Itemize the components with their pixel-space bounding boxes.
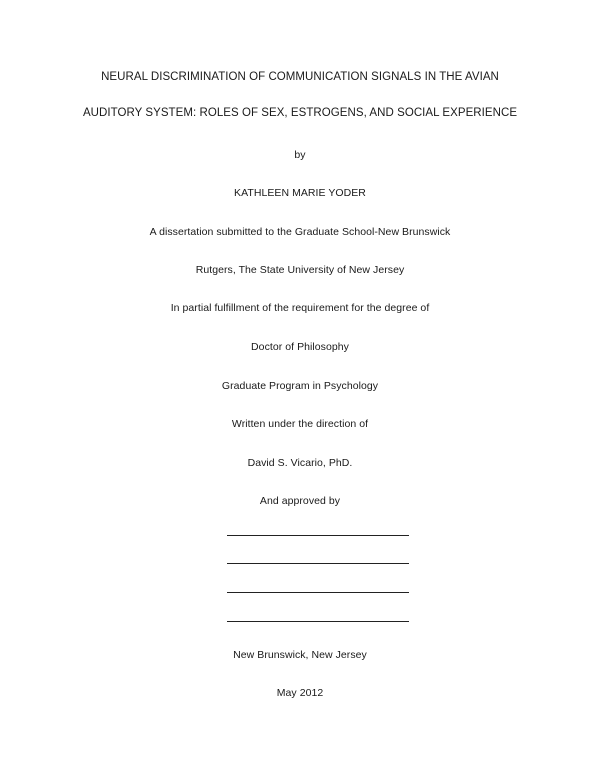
by-label: by	[294, 149, 306, 161]
signature-line	[227, 563, 409, 564]
location: New Brunswick, New Jersey	[233, 649, 367, 661]
advisor-name: David S. Vicario, PhD.	[247, 457, 353, 469]
signature-line	[227, 535, 409, 536]
signature-line	[227, 592, 409, 593]
university-name: Rutgers, The State University of New Jersey	[195, 264, 405, 276]
approved-by-label: And approved by	[259, 495, 341, 507]
signature-line	[227, 621, 409, 622]
title-line-1: NEURAL DISCRIMINATION OF COMMUNICATION SIGNALS IN THE AVIAN	[101, 71, 499, 83]
date: May 2012	[276, 687, 324, 699]
author-name: KATHLEEN MARIE YODER	[234, 187, 366, 199]
submission-statement: A dissertation submitted to the Graduate School-New Brunswick	[149, 226, 451, 238]
program-name: Graduate Program in Psychology	[221, 380, 379, 392]
fulfillment-statement: In partial fulfillment of the requirement for the degree of	[170, 302, 430, 314]
direction-statement: Written under the direction of	[231, 418, 369, 430]
title-line-2: AUDITORY SYSTEM: ROLES OF SEX, ESTROGENS, AND SOCIAL EXPERIENCE	[82, 107, 518, 119]
degree-name: Doctor of Philosophy	[251, 341, 349, 353]
